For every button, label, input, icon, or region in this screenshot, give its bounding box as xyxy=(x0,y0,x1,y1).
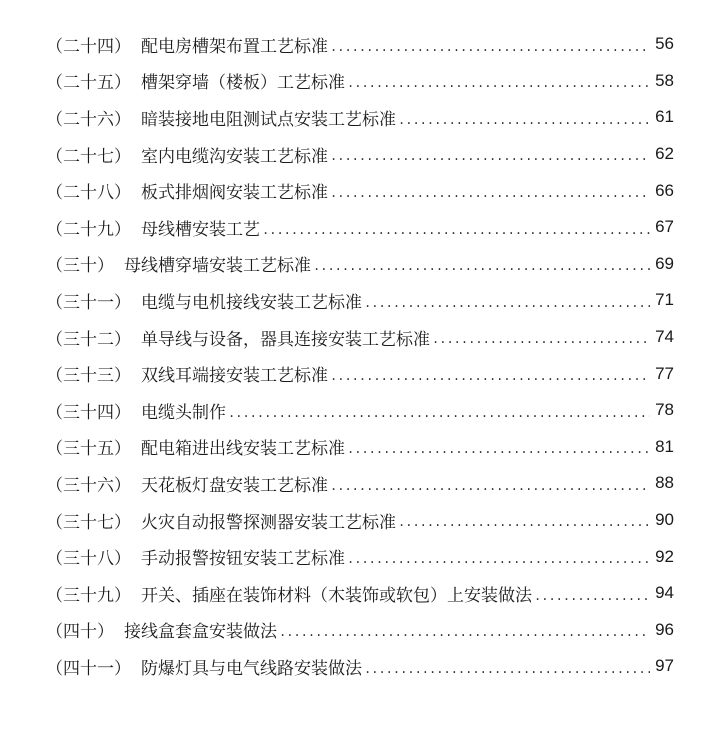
toc-entry[interactable] xyxy=(46,502,674,539)
toc-dot-leader xyxy=(364,296,650,319)
toc-entry[interactable] xyxy=(46,282,674,319)
toc-dot-leader xyxy=(228,406,650,429)
toc-entry-number: （四十一） xyxy=(46,658,131,679)
toc-entry-number: （三十三） xyxy=(46,366,131,387)
toc-entry-page: 88 xyxy=(655,473,674,493)
toc-dot-leader xyxy=(330,479,650,502)
toc-entry-title: 天花板灯盘安装工艺标准 xyxy=(141,475,328,496)
toc-entry-page: 96 xyxy=(655,619,674,639)
toc-entry-number: （三十） xyxy=(46,256,114,277)
toc-dot-leader xyxy=(330,40,650,63)
toc-entry-number: （三十一） xyxy=(46,292,131,313)
toc-entry-number: （三十四） xyxy=(46,402,131,423)
toc-entry-number: （四十） xyxy=(46,622,114,643)
toc-entry[interactable] xyxy=(46,392,674,429)
toc-dot-leader xyxy=(330,149,650,172)
toc-entry[interactable] xyxy=(46,612,674,649)
toc-entry[interactable] xyxy=(46,648,674,685)
toc-entry-title: 开关、插座在装饰材料（木装饰或软包）上安装做法 xyxy=(141,585,532,606)
toc-entry-page: 90 xyxy=(655,510,674,530)
toc-dot-leader xyxy=(364,662,650,685)
toc-entry[interactable] xyxy=(46,99,674,136)
toc-entry[interactable] xyxy=(46,319,674,356)
toc-dot-leader xyxy=(398,515,650,538)
toc-entry-number: （二十七） xyxy=(46,146,131,167)
toc-entry-page: 94 xyxy=(655,583,674,603)
toc-dot-leader xyxy=(262,223,650,246)
toc-entry-page: 66 xyxy=(655,180,674,200)
toc-entry-title: 单导线与设备，器具连接安装工艺标准 xyxy=(141,329,430,350)
toc-entry-number: （三十六） xyxy=(46,475,131,496)
toc-dot-leader xyxy=(330,369,650,392)
toc-entry-page: 67 xyxy=(655,217,674,237)
toc-entry-title: 手动报警按钮安装工艺标准 xyxy=(141,549,345,570)
toc-dot-leader xyxy=(279,625,650,648)
toc-entry[interactable] xyxy=(46,465,674,502)
toc-entry-title: 接线盒套盒安装做法 xyxy=(124,622,277,643)
toc-entry-number: （二十六） xyxy=(46,109,131,130)
toc-entry-number: （三十九） xyxy=(46,585,131,606)
toc-entry-number: （二十五） xyxy=(46,73,131,94)
toc-entry-page: 78 xyxy=(655,400,674,420)
toc-entry-page: 62 xyxy=(655,144,674,164)
toc-dot-leader xyxy=(347,442,650,465)
toc-entry[interactable] xyxy=(46,172,674,209)
toc-dot-leader xyxy=(347,552,650,575)
toc-entry-title: 电缆头制作 xyxy=(141,402,226,423)
toc-dot-leader xyxy=(313,259,650,282)
toc-entry-page: 58 xyxy=(655,70,674,90)
toc-dot-leader xyxy=(347,76,650,99)
toc-entry-page: 77 xyxy=(655,363,674,383)
toc-dot-leader xyxy=(330,186,650,209)
toc-entry-title: 配电房槽架布置工艺标准 xyxy=(141,36,328,57)
toc-entry[interactable] xyxy=(46,429,674,466)
toc-entry-page: 81 xyxy=(655,436,674,456)
toc-entry[interactable] xyxy=(46,246,674,283)
toc-entry-title: 槽架穿墙（楼板）工艺标准 xyxy=(141,73,345,94)
toc-entry-number: （三十八） xyxy=(46,549,131,570)
toc-entry-title: 室内电缆沟安装工艺标准 xyxy=(141,146,328,167)
toc-entry-title: 配电箱进出线安装工艺标准 xyxy=(141,439,345,460)
toc-entry-title: 防爆灯具与电气线路安装做法 xyxy=(141,658,362,679)
toc-entry-title: 双线耳端接安装工艺标准 xyxy=(141,366,328,387)
toc-entry[interactable] xyxy=(46,355,674,392)
toc-entry[interactable] xyxy=(46,26,674,63)
toc-dot-leader xyxy=(432,332,650,355)
toc-entry-page: 97 xyxy=(655,656,674,676)
toc-entry-title: 电缆与电机接线安装工艺标准 xyxy=(141,292,362,313)
toc-entry-page: 92 xyxy=(655,546,674,566)
toc-entry[interactable] xyxy=(46,538,674,575)
toc-entry-number: （二十九） xyxy=(46,219,131,240)
toc-entry[interactable] xyxy=(46,209,674,246)
toc-entry-number: （二十八） xyxy=(46,183,131,204)
toc-entry-title: 火灾自动报警探测器安装工艺标准 xyxy=(141,512,396,533)
toc-entry-number: （三十五） xyxy=(46,439,131,460)
toc-entry-number: （三十二） xyxy=(46,329,131,350)
toc-entry-title: 母线槽安装工艺 xyxy=(141,219,260,240)
toc-entry-page: 69 xyxy=(655,253,674,273)
toc-dot-leader xyxy=(398,113,650,136)
toc-entry-title: 暗装接地电阻测试点安装工艺标准 xyxy=(141,109,396,130)
table-of-contents xyxy=(46,26,674,685)
toc-entry-page: 61 xyxy=(655,107,674,127)
toc-entry[interactable] xyxy=(46,63,674,100)
toc-entry[interactable] xyxy=(46,575,674,612)
toc-dot-leader xyxy=(534,589,650,612)
toc-entry-number: （三十七） xyxy=(46,512,131,533)
toc-entry[interactable] xyxy=(46,136,674,173)
toc-entry-page: 56 xyxy=(655,34,674,54)
toc-entry-title: 板式排烟阀安装工艺标准 xyxy=(141,183,328,204)
toc-entry-page: 74 xyxy=(655,327,674,347)
toc-entry-page: 71 xyxy=(655,290,674,310)
toc-entry-title: 母线槽穿墙安装工艺标准 xyxy=(124,256,311,277)
toc-entry-number: （二十四） xyxy=(46,36,131,57)
